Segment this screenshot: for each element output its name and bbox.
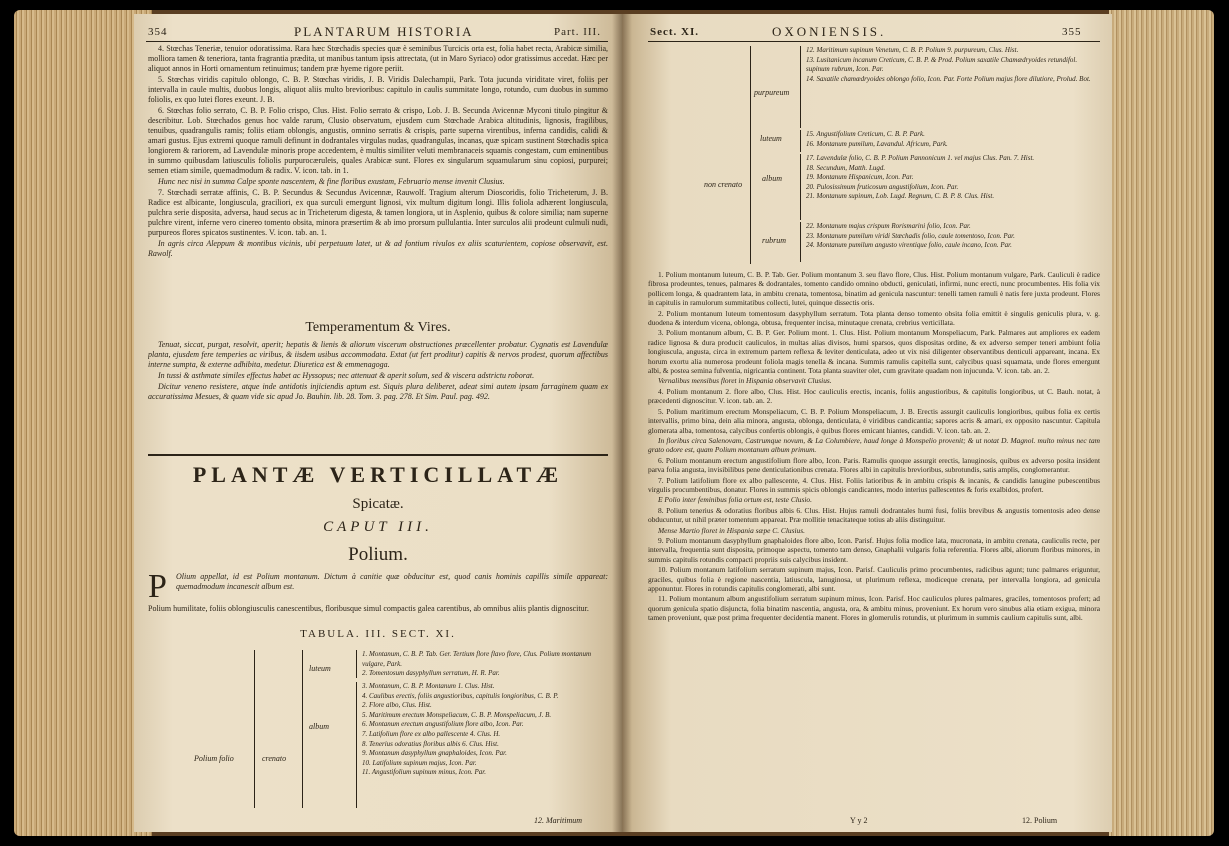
- key-entry: 2. Flore albo, Clus. Hist.: [362, 701, 432, 710]
- left-page: [134, 14, 622, 832]
- header-rule: [146, 41, 608, 42]
- paragraph: 5. Polium maritimum erectum Monspeliacum, C. B. P. Polium Monspeliacum, J. B. Erectis assurgit cauliculis longioribus, quibus folia ex certis intervallis, primo bina, dein alia minora, angusta, oblonga, denticulata, è viridibus candicantia; sapores acris & amari, ex opposito nascuntur. Capitula glomerata alba, tomentosa, calycibus confertis oblongis, è quibus flores emicant hiantes, candidi. V. icon. tab. an. 2.: [648, 406, 1100, 435]
- key-entry: 16. Montanum pumilum, Lavandul. Africum, Park.: [806, 139, 948, 148]
- paragraph: In floribus circa Salenovam, Castrumque novum, & La Columbiere, haud longe à Monspelio provenit; & ut notat D. Magnol. multo minus nec tam grato odore est, quam Polium montanum album primum.: [648, 435, 1100, 455]
- header-rule: [648, 41, 1100, 42]
- key-entry: 10. Latifolium supinum majus, Icon. Par.: [362, 758, 477, 767]
- key-list-group1: [362, 650, 612, 679]
- running-title: OXONIENSIS.: [772, 24, 887, 39]
- key-brace: [356, 650, 357, 678]
- paragraph: E Polio inter feminibus folia ortum est, teste Clusio.: [658, 495, 812, 505]
- catchword: 12. Polium: [1022, 816, 1058, 825]
- key-entry: 15. Angustifolium Creticum, C. B. P. Park.: [806, 130, 925, 138]
- key-entry: 18. Secundum, Matth. Lugd.: [806, 163, 886, 172]
- top-text-block: [148, 44, 608, 314]
- key-entry: 9. Montanum dasyphyllum gnaphaloides, Icon. Par.: [362, 749, 507, 758]
- tabula-heading: TABULA. III. SECT. XI.: [300, 628, 456, 640]
- right-text-block: [648, 270, 1100, 808]
- right-page: [622, 14, 1112, 832]
- page-number: 354: [148, 26, 168, 38]
- paragraph: 7. Polium latifolium flore ex albo pallescente, 4. Clus. Hist. Foliis latioribus & in ambitu crispis & incanis, & candidis lanugine pubescentibus virgulis procumbentibus, donatur. Flores in summis spicis oblongis candicantes, modo interius pallescentes & foris exalbidos, profert.: [648, 475, 1100, 494]
- key-entry: 24. Montanum pumilum angusto virentique folio, caule incano, Icon. Par.: [806, 241, 1012, 250]
- key-list-rubrum: [806, 222, 1096, 251]
- key-mid-label: crenato: [262, 754, 287, 763]
- key-list-album: [806, 154, 1096, 202]
- paragraph: 2. Polium montanum luteum tomentosum dasyphyllum serratum. Tota planta denso tomento obsita folia emittit è singulis geniculis plura, v. g. duodena & interdum vicena, oblonga, obtusa, frequenter incisa, minutaque crenata, crebrius verticillata.: [648, 308, 1100, 328]
- paragraph: 1. Polium montanum luteum, C. B. P. Tab. Ger. Polium montanum 3. seu flavo flore, Clus. Hist. Polium montanum vulgare, Park. Cauliculi è radice fibrosa prodeuntes, tenues, palmares & dodrantales, tomento candido omnino obducti, geniculati, infirmi, nunc erecti, nunc procumbentes. His folia vix pollicem longa, & quadrantem lata, in ambitu crenata, tomentosa, binatim ad genicula nascuntur: tenelli tamen ramuli è natis fere juxta prodeunt. Flores in capitulis in ramulorum summitatibus collecti, lutei, quinque dissectis oris.: [648, 270, 1100, 308]
- paragraph: Vernalibus mensibus floret in Hispania observavit Clusius.: [658, 376, 832, 386]
- open-book: [14, 10, 1214, 836]
- left-page-edges: [14, 10, 152, 836]
- key-entry: 12. Maritimum supinum Venetum, C. B. P. Polium 9. purpureum, Clus. Hist.: [806, 46, 1019, 54]
- genus-heading: Polium.: [348, 544, 408, 565]
- paragraph: 4. Polium montanum 2. flore albo, Clus. Hist. Hoc cauliculis erectis, incanis, foliis angustioribus, & capitulis longioribus, ut C. Bauh. notat, à præcedenti dignoscitur. V. icon. tab. an. 2.: [648, 386, 1100, 406]
- key-brace: [800, 154, 801, 220]
- key-entry: 22. Montanum majus crispum Rorismarini folio, Icon. Par.: [806, 222, 971, 230]
- key-entry: 17. Lavendulæ folio, C. B. P. Polium Pannonicum 1. vel majus Clus. Pan. 7. Hist.: [806, 154, 1035, 162]
- key-list-group2: [362, 682, 612, 778]
- running-title: PLANTARUM HISTORIA: [294, 24, 474, 39]
- key-brace: [800, 222, 801, 262]
- key-entry: 2. Tomentosum dasyphyllum serratum, H. R. Par.: [362, 669, 500, 678]
- key-entry: 13. Lusitanicum incanum Creticum, C. B. P. & Prod. Polium saxatile Chamædryoides retundifol. supinum rubrum, Icon. Par.: [806, 55, 1078, 74]
- book-gutter: [612, 14, 632, 832]
- drop-cap: P: [148, 568, 167, 605]
- part-label: Part. III.: [554, 26, 601, 38]
- key-group-label: album: [309, 722, 329, 731]
- section-label: Sect. XI.: [650, 26, 700, 38]
- key-entry: 3. Montanum, C. B. P. Montanum 1. Clus. Hist.: [362, 682, 495, 690]
- paragraph: 10. Polium montanum latifolium serratum supinum majus, Icon. Parisf. Cauliculis primo procumbentes, radicibus agunt; tunc palmares eriguntur, graciles, quibus folia è regione nascentia, latiuscula, lanuginosa, ut plurimum reflexa, modiceque crenata, per intervalla longiora, ad genicula apponuntur. Flores in rotundis capitulis conglomerati, albi sunt.: [648, 565, 1100, 593]
- vires-text-block: [148, 340, 608, 448]
- paragraph: 3. Polium montanum album, C. B. P. Ger. Polium mont. 1. Clus. Hist. Polium montanum Monspeliacum, Park. Palmares aut ampliores ex eadem radice lignosa & dura producit cauliculos, in multas alias divisos, humi sparsos, quos dispositas ordine, & ex adverso semper teneri ambiunt folia longiuscula, angusta, circa in extremum partem reflexa & leviter denticulata, adeo ut vix nisi diligenter observantibus denticuli appareant, incana. Ex horum exortu alia numerosa prodeunt foliola magis tenella & incana. Summis ramulis capitella sunt, calycibus quasi squamata, unde flores emergunt albi, & postea semina fulventia, nigricantia continent. Tota planta suaviter olet, cum gravitate quadam non injucunda. V. icon. tab. an. 2.: [648, 328, 1100, 376]
- key-entry: 5. Maritimum erectum Monspeliacum, C. B. P. Monspeliacum, J. B.: [362, 710, 552, 719]
- paragraph: 11. Polium montanum album angustifolium serratum supinum minus, Icon. Parisf. Hoc cauliculos plures palmares, graciles, tomentosos profert; ad quorum genicula spatio disjuncta, folia binatim nascentia, angusta, ora, & ambitu minus, proveniunt. Ex horum vero sinubus alia etiam exigua, minora tamen proveniunt, quæ post prima frequenter decidentia manent. Flores in glomerulis rotundis, ut plurimum in summis caulium capitulis sunt, albi.: [648, 594, 1100, 623]
- paragraph: 5. Stœchas viridis capitulo oblongo, C. B. P. Stœchas viridis, J. B. Viridis Dalechampii, Park. Tota jucunda viriditate viret, foliis per intervalla in caule multis, duobus longis, aliquot aliis multo brevioribus: capitulo in caulis summitate longo, rotundo, cum duobus in summo foliolis, ex quo lutei flores exeunt. J. B.: [148, 75, 608, 104]
- key-entry: 23. Montanum pumilum viridi Stœchadis folio, caule tomentoso, Icon. Par.: [806, 231, 1015, 240]
- key-group-label: purpureum: [754, 88, 790, 97]
- intro-text: Olium appellat, id est Polium montanum. Dictum à canitie quæ obducitur est, quod canis hominis capillis simile appareat: quemadmodum incanescit album est.: [176, 572, 608, 591]
- key-brace: [302, 650, 303, 808]
- paragraph: 8. Polium tenerius & odoratius floribus albis 6. Clus. Hist. Hujus ramuli dodrantales humi fusi, foliis brevibus & angustis tomentosis adeo dense obducuntur, ut nihil præter tomentum appareat. Præ mollitie tenacitateque totius ab aliis distinguitur.: [648, 505, 1100, 525]
- paragraph: 6. Stœchas folio serrato, C. B. P. Folio crispo, Clus. Hist. Folio serrato & crispo, Lob. J. B. Secunda Avicennæ Myconi titulo pingitur & describitur. Lob. Stœchados genus hoc valde rarum, Clusio observatum, ejusdem cum Stœchade Arabica altitudinis, lignosis, fragilibus, tenuibus, quadrangulis ramis; foliis etiam oblongis, angustis, omnino serratis & crispis, parte superna virentibus, inferna candidis, calidi & amari gustus. Ejus extremi quoque ramuli definunt in dodrantales virgulas nudas, quadrangulas, incanas, quæ spicam sustinent Stœchadis spica longiorem & rariorem, ad Lavendulæ minoris prope accedentem, è multis similiter veluti membranaceis squamis congestam, cum eminentibus in summo quibusdam latiusculis foliolis purpurocæruleis, quales Arabicæ sunt. Flores ex singularum squamularum sinu copiosi, purpurei; semen etiam simile, quemadmodum & radix. V. icon. tab. in 1.: [148, 106, 608, 175]
- catchword: 12. Maritimum: [534, 816, 582, 825]
- key-entry: 11. Angustifolium supinum minus, Icon. Par.: [362, 768, 486, 777]
- key-entry: 20. Pulosissimum fruticosum angustifolium, Icon. Par.: [806, 182, 959, 191]
- key-entry: 19. Montanum Hispanicum, Icon. Par.: [806, 173, 914, 182]
- paragraph: Tenuat, siccat, purgat, resolvit, aperit; hepatis & lienis & aliorum viscerum obstructiones præcellenter probatur. Cygnatis est Lavendulæ planta, ejusdem fere temperies ac viribus, & iisdem usibus accommodata. Extat (ut fert proditur) capitis & nervos prodest, quorum affectibus interne sumpta, & externe adhibita, medetur. Diuretica est & emmenagoga.: [148, 340, 608, 369]
- intro-text-2: Polium humilitate, foliis oblongiusculis canescentibus, floribusque simul compactis galea carentibus, ab omnibus aliis plantis dignoscitur.: [148, 604, 589, 613]
- key-entry: 21. Montanum supinum, Lob. Lugd. Regnum, C. B. P. 8. Clus. Hist.: [806, 192, 995, 201]
- key-entry: 14. Saxatile chamædryoides oblongo folio, Icon. Par. Forte Polium majus flore dilutiore, Prolud. Bot.: [806, 74, 1091, 83]
- paragraph: In agris circa Aleppum & montibus vicinis, ubi perpetuum latet, ut & ad fontium rivulos ex aliis scaturientem, copiose observavit, est. Rawolf.: [148, 239, 608, 258]
- key-entry: 6. Montanum erectum angustifolium flore albo, Icon. Par.: [362, 720, 524, 729]
- right-page-edges: [1109, 10, 1214, 836]
- paragraph: 6. Polium montanum erectum angustifolium flore albo, Icon. Paris. Ramulis quoque assurgit erectis, lanuginosis, quibus ex adverso posita insident parva folia angusta, invisibilibus pene denticulationibus crenata. Flores albi in capitulis brevioribus, subrotundis, satis amplis, conglomerantur.: [648, 455, 1100, 475]
- key-root-label: non crenato: [704, 180, 743, 189]
- key-root-label: Polium folio: [194, 754, 234, 763]
- key-list-luteum: [806, 130, 1096, 149]
- paragraph: Dicitur veneno resistere, atque inde antidotis injiciendis aptum est. Siquis plura deliberet, adeat simi autem ipsam farraginem quam ex accuratissima Mesues, & quam vide sic apud Jo. Bauhin. lib. 28. Tom. 3. pag. 278. Et Sim. Paul. pag. 492.: [148, 382, 608, 401]
- key-entry: 8. Tenerius odoratius floribus albis 6. Clus. Hist.: [362, 739, 499, 748]
- section-heading: Temperamentum & Vires.: [305, 320, 451, 335]
- paragraph: In tussi & asthmate similes effectus habet ac Hyssopus; nec attenuat & aperit solum, sed & viscera adstrictu roborat.: [158, 371, 535, 380]
- key-group-label: luteum: [309, 664, 331, 673]
- key-entry: 4. Caulibus erectis, foliis angustioribus, capitulis longioribus, C. B. P.: [362, 691, 559, 700]
- paragraph: 9. Polium montanum dasyphyllum gnaphaloides flore albo, Icon. Parisf. Hujus folia modice lata, mucronata, in ambitu crenata, cauliculis recte, per intervalla, frequentia sunt disposita, primoque aspectu, tomento tam denso, Gnaphalii vulgaris folia referentia. Flores albi, aliorum floribus minores, in summis capitulis rotundis compacti propriis suis calycibus insident.: [648, 535, 1100, 564]
- paragraph: Mense Martio floret in Hispania sæpe C. Clusius.: [658, 525, 805, 535]
- key-group-label: luteum: [760, 134, 782, 143]
- caput-heading: CAPUT III.: [323, 519, 433, 535]
- key-brace: [254, 650, 255, 808]
- big-title: PLANTÆ VERTICILLATÆ: [192, 462, 564, 487]
- key-brace: [356, 682, 357, 808]
- key-entry: 7. Latifolium flore ex albo pallescente 4. Clus. H.: [362, 729, 501, 738]
- paragraph: 4. Stœchas Teneriæ, tenuior odoratissima. Rara hæc Stœchadis species quæ è seminibus Turcicis orta est, folia habet recta, Arabicæ similia, molliora tamen & teneriora, tanta fragrantia prædita, ut manibus tantum ipsis attrectata, (ut in Maro Syriaco) odor gratissimus accedat. Hæc per aliquot annos in Horti ornamentum retinuimus; tandem præ hyeme rigore periit.: [148, 44, 608, 73]
- signature-mark: Y y 2: [850, 816, 868, 825]
- key-brace: [800, 130, 801, 152]
- key-entry: 1. Montanum, C. B. P. Tab. Ger. Tertium flore flavo flore, Clus. Polium montanum vulgare, Park.: [362, 650, 592, 668]
- key-group-label: album: [762, 174, 782, 183]
- paragraph: 7. Stœchadi serratæ affinis, C. B. P. Secundus & Secundus Avicennæ, Rauwolf. Tragium alterum Dioscoridis, folio Tricheterum, J. B. Radice est albicante, longiuscula, graciliori, ex qua surculi emergunt lignosi, vix multum digitum longi. Illis foliola adhærent longiuscula, pulchra serie disposita, adversa, haud secus ac in Tricheterum digesta, & tamen longiora, ut in Asplenio, quibus & colore similia; nam superne pulchre virent, inferne vero cinereo tomento obsita, minora præsertim & ab imo prorsum pullulantia. Inter surculos alii prodeunt culmuli nudi, purpureos flores spicatos sustinentes. V. icon. tab. an. 1.: [148, 188, 608, 237]
- subtitle: Spicatæ.: [352, 496, 404, 512]
- paragraph: Hunc nec nisi in summa Calpe sponte nascentem, & fine floribus exustam, Februario mense invenit Clusius.: [158, 177, 505, 186]
- section-rule: [148, 454, 608, 456]
- key-list-purpureum: [806, 46, 1096, 84]
- key-brace: [750, 46, 751, 264]
- key-group-label: rubrum: [762, 236, 787, 245]
- page-number: 355: [1062, 26, 1082, 38]
- key-brace: [800, 46, 801, 128]
